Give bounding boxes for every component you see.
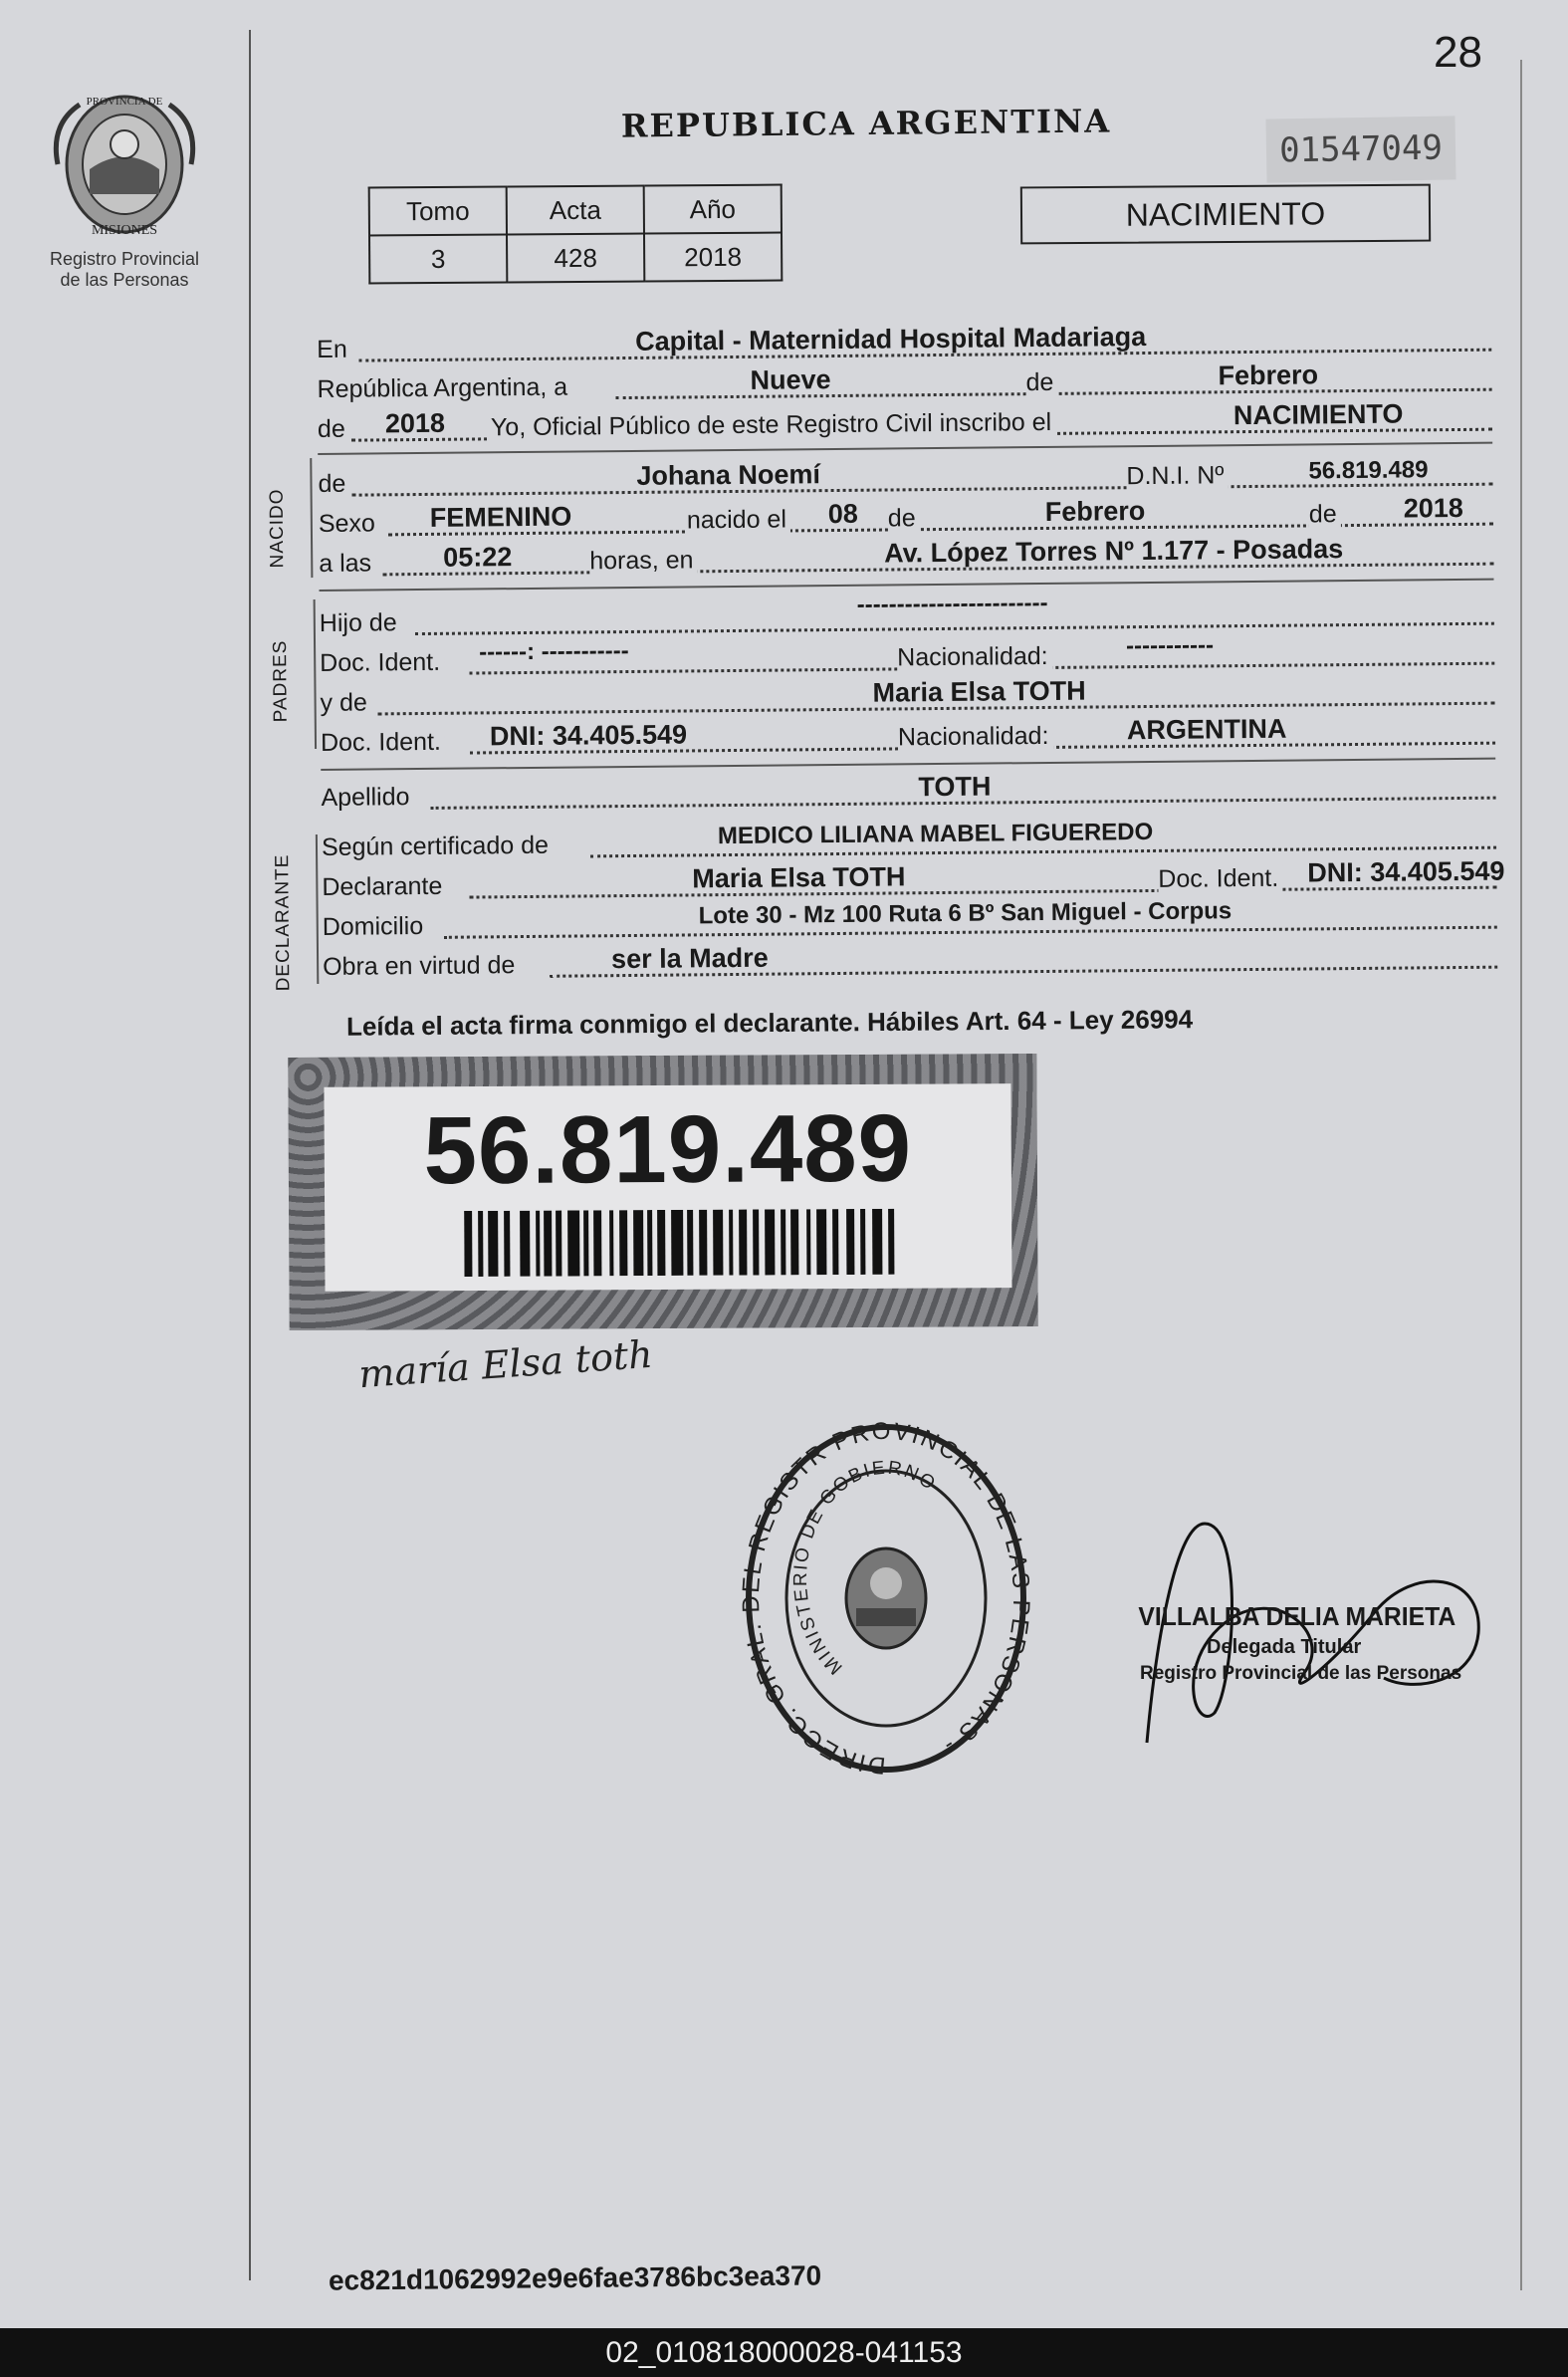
yo-text: Yo, Oficial Público de este Registro Civil inscribo el xyxy=(487,408,1055,442)
tomo-value: 3 xyxy=(369,234,507,283)
year-value: 2018 xyxy=(384,407,446,439)
nacido-section-label: NACIDO xyxy=(266,488,289,569)
birth-record-form xyxy=(266,317,1511,992)
birth-month-value: Febrero xyxy=(1044,496,1146,527)
acta-header: Acta xyxy=(507,186,644,235)
father-value: ------------------------ xyxy=(856,589,1048,618)
misiones-emblem-icon xyxy=(50,85,199,244)
logo-caption-line1: Registro Provincial xyxy=(49,249,200,269)
decl-value: Maria Elsa TOTH xyxy=(692,861,906,894)
footer-file-id: 02_010818000028-041153 xyxy=(0,2328,1568,2377)
yde-label: y de xyxy=(320,688,371,717)
hijo-label: Hijo de xyxy=(320,608,401,638)
dni-value: 56.819.489 xyxy=(1308,456,1429,485)
mother-value: Maria Elsa TOTH xyxy=(872,675,1086,708)
right-margin-line xyxy=(1520,60,1522,2290)
cert-value: MEDICO LILIANA MABEL FIGUEREDO xyxy=(717,818,1154,850)
sexo-value: FEMENINO xyxy=(429,501,572,533)
en-label: En xyxy=(317,336,351,364)
day-value: Nueve xyxy=(750,364,831,395)
left-margin-line xyxy=(249,30,251,2280)
cert-label: Según certificado de xyxy=(322,832,553,862)
doc2-label: Doc. Ident. xyxy=(321,728,445,758)
declarante-section-label: DECLARANTE xyxy=(272,853,295,992)
child-name-value: Johana Noemí xyxy=(636,459,821,491)
official-office: Registro Provincial de las Personas xyxy=(1140,1663,1462,1684)
en-value: Capital - Maternidad Hospital Madariaga xyxy=(634,322,1147,357)
declarant-signature: maría Elsa toth xyxy=(356,1331,654,1397)
time-value: 05:22 xyxy=(443,542,513,573)
birth-place-value: Av. López Torres Nº 1.177 - Posadas xyxy=(884,534,1344,569)
month-value: Febrero xyxy=(1218,359,1319,391)
nacido-de-label: de xyxy=(318,470,349,499)
apellido-label: Apellido xyxy=(321,783,413,813)
anio-value: 2018 xyxy=(644,233,782,282)
logo-caption xyxy=(30,249,219,291)
nac2-label: Nacionalidad: xyxy=(898,722,1053,752)
nac1-value: ----------- xyxy=(1125,631,1215,660)
decl-doc-value: DNI: 34.405.549 xyxy=(1307,855,1505,888)
nacido-el-label: nacido el xyxy=(687,505,790,535)
doc2-value: DNI: 34.405.549 xyxy=(489,719,688,752)
dni-card-number: 56.819.489 xyxy=(423,1094,913,1205)
acta-value: 428 xyxy=(507,234,644,283)
dom-label: Domicilio xyxy=(323,912,428,942)
obra-label: Obra en virtud de xyxy=(323,951,519,982)
obra-value: ser la Madre xyxy=(610,942,769,975)
serial-number: 01547049 xyxy=(1265,116,1456,182)
page-number: 28 xyxy=(1434,28,1482,77)
emblem-top-text: PROVINCIA DE xyxy=(86,96,163,108)
de-label: de xyxy=(1025,368,1057,397)
row-apellido xyxy=(321,766,1495,817)
emblem-bottom-text: MISIONES xyxy=(91,223,158,238)
alas-label: a las xyxy=(319,549,375,579)
rep-label: República Argentina, a xyxy=(317,373,571,404)
decl-label: Declarante xyxy=(322,872,446,902)
anio-header: Año xyxy=(644,185,782,234)
doc1-label: Doc. Ident. xyxy=(320,648,444,678)
tomo-header: Tomo xyxy=(369,186,507,235)
apellido-value: TOTH xyxy=(918,771,992,803)
seal-outer-text: DIRECC. GRAL. DEL REGISTR PROVINCIAL DE LAS PERSONAS - xyxy=(737,1417,1035,1780)
horas-label: horas, en xyxy=(589,546,698,576)
closing-text: Leída el acta firma conmigo el declarante. Hábiles Art. 64 - Ley 26994 xyxy=(345,1004,1194,1042)
tomo-acta-anio-table xyxy=(368,184,784,285)
nacido-de2-label: de xyxy=(888,504,920,533)
nac2-value: ARGENTINA xyxy=(1126,713,1287,746)
birth-year-value: 2018 xyxy=(1403,492,1464,524)
country-title: REPUBLICA ARGENTINA xyxy=(620,102,1112,145)
de2-label: de xyxy=(318,415,349,444)
dni-label: D.N.I. Nº xyxy=(1126,461,1228,491)
nac1-label: Nacionalidad: xyxy=(897,642,1052,672)
inscribo-value: NACIMIENTO xyxy=(1232,398,1404,431)
record-type-box: NACIMIENTO xyxy=(1020,184,1431,245)
birth-day-value: 08 xyxy=(827,498,858,530)
seal-inner-text: MINISTERIO DE GOBIERNO xyxy=(790,1457,941,1679)
sexo-label: Sexo xyxy=(319,509,379,539)
document-hash: ec821d1062992e9e6fae3786bc3ea370 xyxy=(328,2259,822,2296)
official-seal-icon xyxy=(737,1414,1035,1792)
official-role: Delegada Titular xyxy=(1207,1636,1362,1658)
decl-doc-label: Doc. Ident. xyxy=(1158,864,1282,894)
logo-caption-line2: de las Personas xyxy=(60,270,189,290)
nacido-de3-label: de xyxy=(1309,500,1341,529)
padres-section-label: PADRES xyxy=(269,639,292,723)
barcode-icon xyxy=(464,1209,902,1277)
dni-card xyxy=(288,1054,1037,1330)
doc1-value: ------: ----------- xyxy=(478,637,629,666)
official-name: VILLALBA DELIA MARIETA xyxy=(1138,1601,1456,1631)
dom-value: Lote 30 - Mz 100 Ruta 6 Bº San Miguel - Corpus xyxy=(698,897,1232,930)
